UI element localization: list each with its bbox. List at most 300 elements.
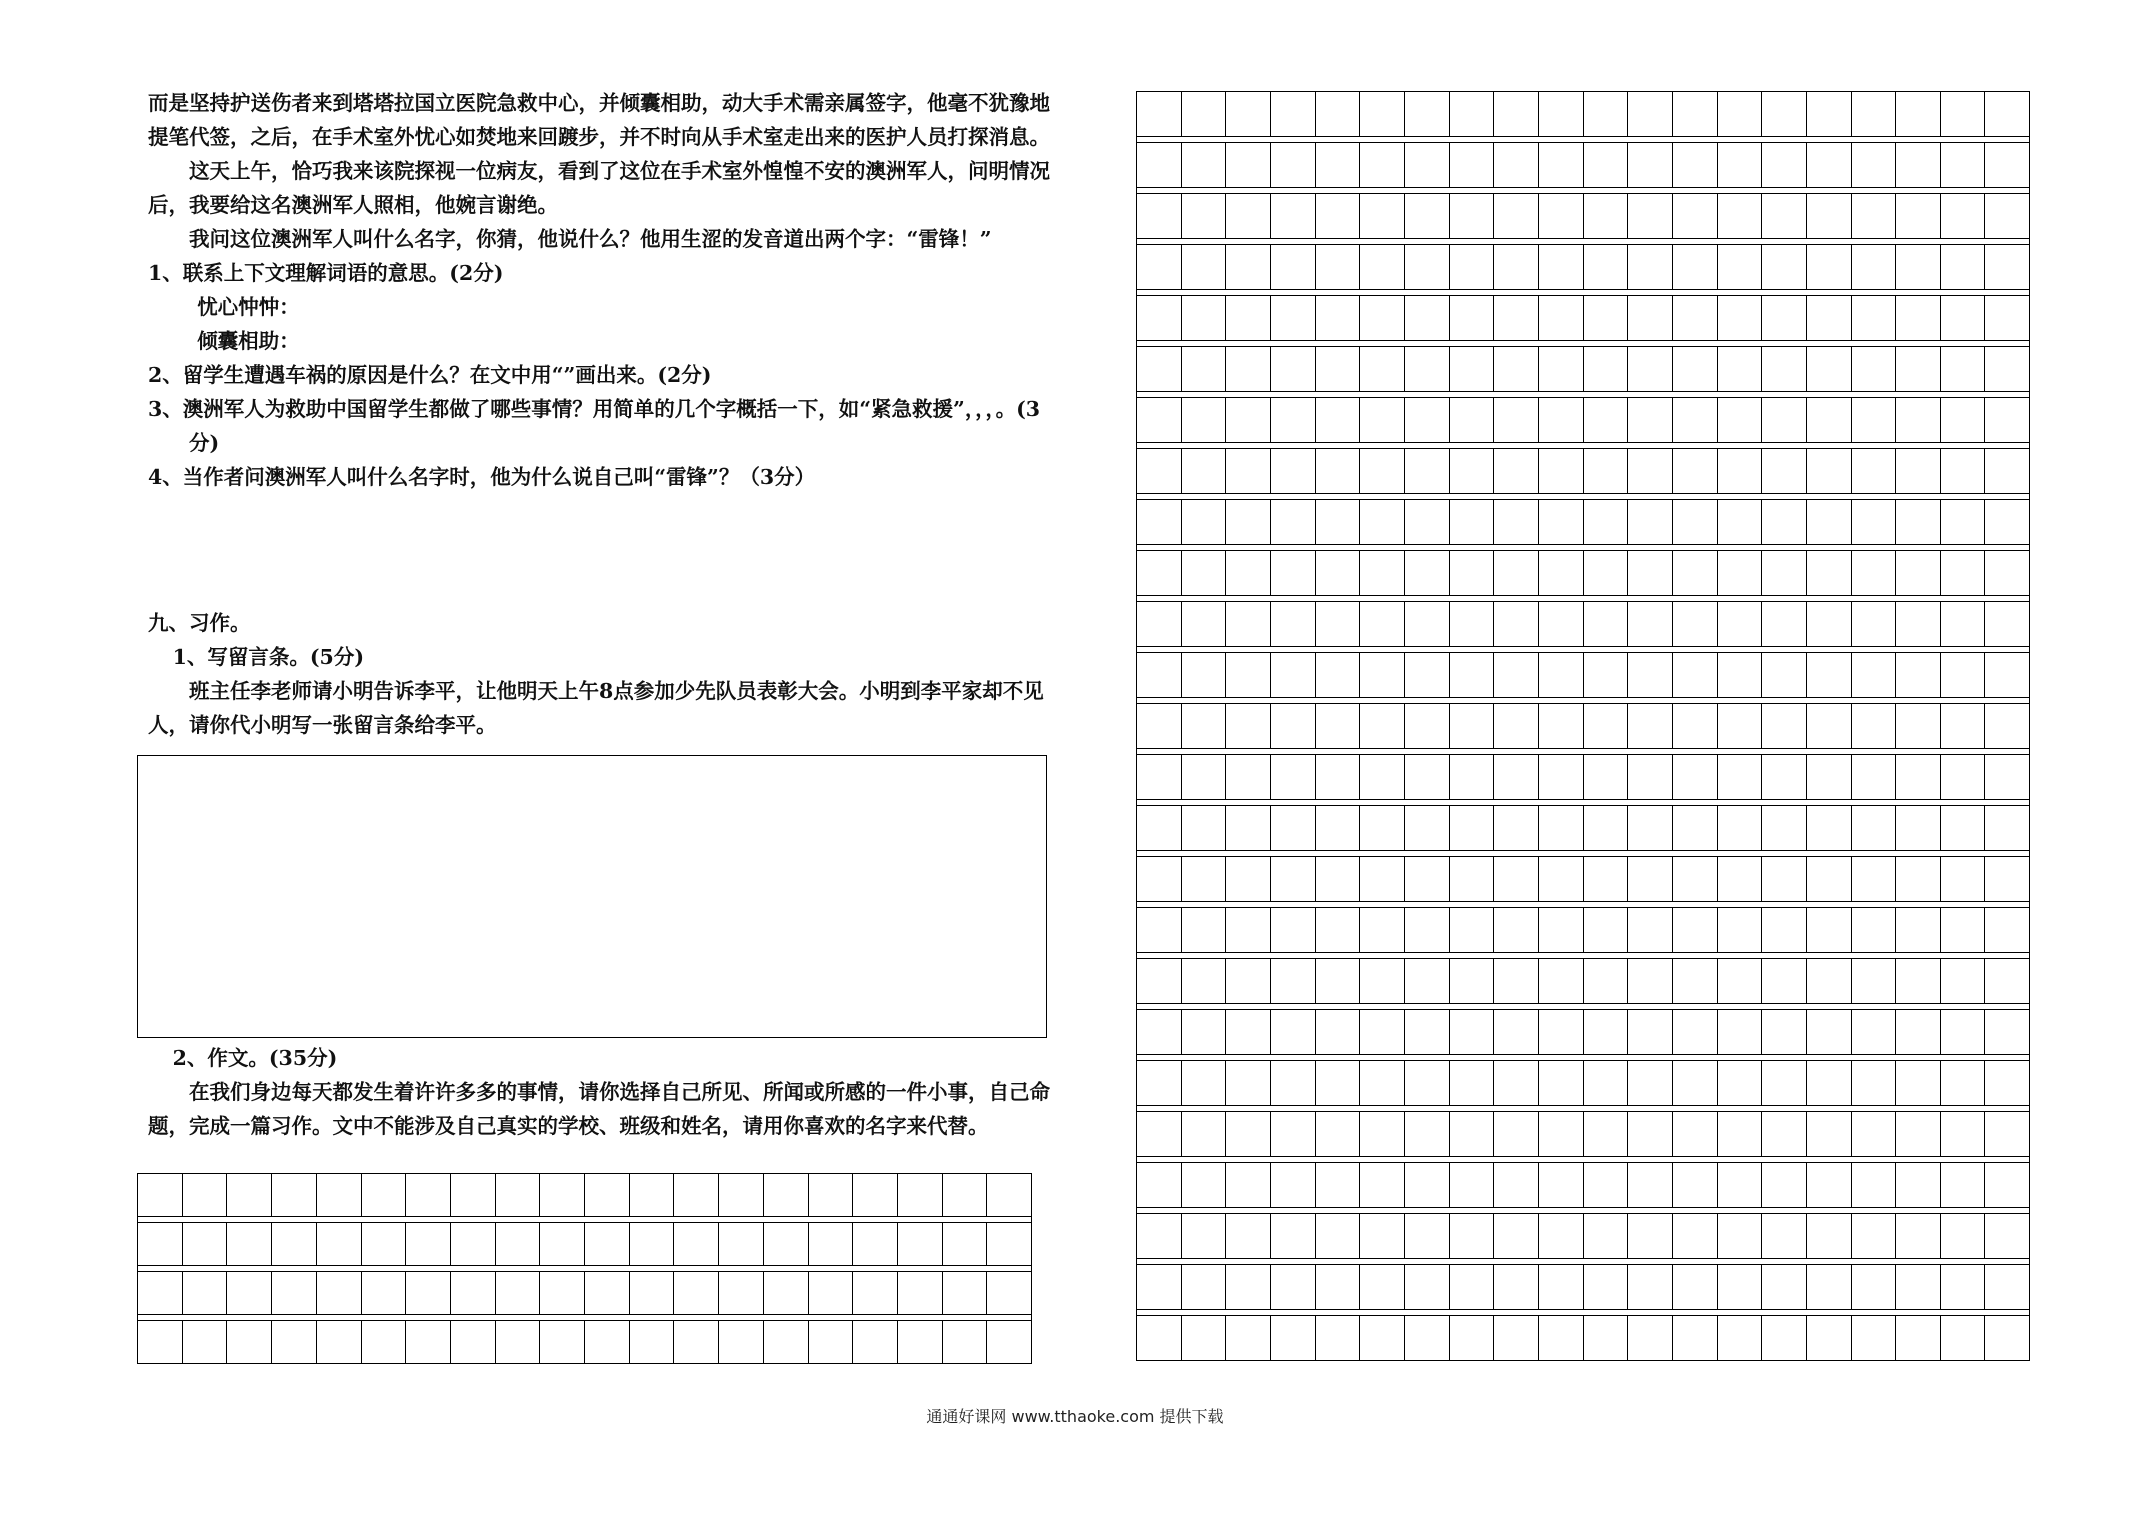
grid-cell[interactable] (1271, 1265, 1316, 1309)
grid-cell[interactable] (1628, 1265, 1673, 1309)
grid-cell[interactable] (183, 1174, 228, 1216)
grid-cell[interactable] (1896, 194, 1941, 238)
grid-row[interactable] (1137, 193, 2029, 239)
grid-cell[interactable] (853, 1272, 898, 1314)
grid-cell[interactable] (1494, 755, 1539, 799)
grid-cell[interactable] (1673, 449, 1718, 493)
grid-cell[interactable] (1137, 1010, 1182, 1054)
grid-cell[interactable] (1182, 296, 1227, 340)
grid-cell[interactable] (1494, 1214, 1539, 1258)
grid-cell[interactable] (1316, 653, 1361, 697)
grid-cell[interactable] (1718, 806, 1763, 850)
grid-cell[interactable] (987, 1272, 1031, 1314)
grid-cell[interactable] (1182, 857, 1227, 901)
grid-cell[interactable] (1807, 1061, 1852, 1105)
grid-cell[interactable] (1584, 449, 1629, 493)
grid-cell[interactable] (1762, 296, 1807, 340)
grid-cell[interactable] (1316, 398, 1361, 442)
grid-cell[interactable] (496, 1174, 541, 1216)
grid-cell[interactable] (1360, 857, 1405, 901)
grid-cell[interactable] (674, 1321, 719, 1363)
grid-cell[interactable] (1360, 908, 1405, 952)
grid-cell[interactable] (1584, 347, 1629, 391)
grid-cell[interactable] (1941, 296, 1986, 340)
grid-cell[interactable] (272, 1174, 317, 1216)
grid-cell[interactable] (1137, 1265, 1182, 1309)
grid-cell[interactable] (1628, 143, 1673, 187)
grid-cell[interactable] (1182, 755, 1227, 799)
grid-cell[interactable] (1539, 1112, 1584, 1156)
grid-row[interactable] (1137, 652, 2029, 698)
grid-cell[interactable] (1405, 806, 1450, 850)
grid-cell[interactable] (1584, 296, 1629, 340)
grid-cell[interactable] (1852, 1163, 1897, 1207)
grid-cell[interactable] (1628, 245, 1673, 289)
grid-cell[interactable] (1628, 1010, 1673, 1054)
grid-cell[interactable] (1762, 1010, 1807, 1054)
grid-cell[interactable] (1539, 602, 1584, 646)
grid-cell[interactable] (1226, 500, 1271, 544)
grid-cell[interactable] (1852, 449, 1897, 493)
grid-cell[interactable] (1539, 449, 1584, 493)
grid-cell[interactable] (1405, 500, 1450, 544)
grid-cell[interactable] (1718, 1316, 1763, 1360)
grid-cell[interactable] (1494, 602, 1539, 646)
grid-cell[interactable] (1718, 398, 1763, 442)
grid-cell[interactable] (1539, 653, 1584, 697)
grid-cell[interactable] (1316, 704, 1361, 748)
grid-cell[interactable] (1985, 296, 2029, 340)
grid-cell[interactable] (1226, 1061, 1271, 1105)
grid-cell[interactable] (1896, 959, 1941, 1003)
grid-cell[interactable] (1271, 500, 1316, 544)
grid-cell[interactable] (1718, 449, 1763, 493)
grid-cell[interactable] (1405, 398, 1450, 442)
grid-cell[interactable] (227, 1223, 272, 1265)
grid-cell[interactable] (1182, 1163, 1227, 1207)
grid-cell[interactable] (1896, 1316, 1941, 1360)
grid-cell[interactable] (1137, 704, 1182, 748)
grid-cell[interactable] (1271, 92, 1316, 136)
grid-cell[interactable] (1450, 602, 1495, 646)
grid-row[interactable] (1137, 1111, 2029, 1157)
grid-cell[interactable] (1718, 245, 1763, 289)
grid-cell[interactable] (1450, 1265, 1495, 1309)
grid-cell[interactable] (1896, 857, 1941, 901)
grid-cell[interactable] (1316, 245, 1361, 289)
grid-cell[interactable] (1494, 245, 1539, 289)
grid-cell[interactable] (1226, 1163, 1271, 1207)
grid-cell[interactable] (1182, 1316, 1227, 1360)
grid-cell[interactable] (1539, 1010, 1584, 1054)
grid-cell[interactable] (1450, 551, 1495, 595)
grid-cell[interactable] (1494, 143, 1539, 187)
grid-cell[interactable] (1673, 296, 1718, 340)
grid-cell[interactable] (1360, 1214, 1405, 1258)
grid-cell[interactable] (1762, 908, 1807, 952)
grid-cell[interactable] (1896, 704, 1941, 748)
grid-cell[interactable] (1316, 1010, 1361, 1054)
grid-cell[interactable] (1852, 806, 1897, 850)
grid-cell[interactable] (1852, 194, 1897, 238)
grid-cell[interactable] (1852, 398, 1897, 442)
grid-cell[interactable] (1807, 398, 1852, 442)
grid-cell[interactable] (138, 1321, 183, 1363)
grid-cell[interactable] (585, 1174, 630, 1216)
grid-cell[interactable] (1137, 1112, 1182, 1156)
grid-cell[interactable] (1628, 653, 1673, 697)
grid-cell[interactable] (1718, 92, 1763, 136)
grid-cell[interactable] (1539, 704, 1584, 748)
grid-cell[interactable] (1718, 143, 1763, 187)
grid-cell[interactable] (406, 1272, 451, 1314)
grid-cell[interactable] (1807, 500, 1852, 544)
grid-cell[interactable] (585, 1223, 630, 1265)
grid-cell[interactable] (1182, 602, 1227, 646)
grid-cell[interactable] (1450, 1214, 1495, 1258)
grid-cell[interactable] (1718, 347, 1763, 391)
grid-cell[interactable] (1182, 500, 1227, 544)
grid-cell[interactable] (1896, 806, 1941, 850)
grid-cell[interactable] (540, 1223, 585, 1265)
grid-row[interactable] (1137, 1315, 2029, 1361)
grid-cell[interactable] (1539, 245, 1584, 289)
grid-cell[interactable] (1271, 296, 1316, 340)
grid-cell[interactable] (630, 1223, 675, 1265)
grid-cell[interactable] (1316, 500, 1361, 544)
grid-cell[interactable] (1405, 908, 1450, 952)
grid-cell[interactable] (1450, 857, 1495, 901)
grid-cell[interactable] (1807, 1265, 1852, 1309)
grid-cell[interactable] (1316, 959, 1361, 1003)
grid-cell[interactable] (1182, 245, 1227, 289)
grid-cell[interactable] (1226, 704, 1271, 748)
grid-cell[interactable] (1226, 347, 1271, 391)
grid-cell[interactable] (227, 1174, 272, 1216)
grid-cell[interactable] (451, 1174, 496, 1216)
grid-cell[interactable] (1628, 551, 1673, 595)
grid-cell[interactable] (1360, 296, 1405, 340)
grid-cell[interactable] (1718, 1010, 1763, 1054)
grid-cell[interactable] (1896, 1214, 1941, 1258)
grid-row[interactable] (1137, 397, 2029, 443)
grid-cell[interactable] (764, 1321, 809, 1363)
grid-cell[interactable] (987, 1223, 1031, 1265)
grid-cell[interactable] (1628, 449, 1673, 493)
grid-cell[interactable] (1539, 500, 1584, 544)
grid-cell[interactable] (1450, 755, 1495, 799)
grid-cell[interactable] (1360, 1061, 1405, 1105)
grid-cell[interactable] (1450, 398, 1495, 442)
grid-cell[interactable] (1852, 704, 1897, 748)
grid-cell[interactable] (1762, 704, 1807, 748)
grid-cell[interactable] (1762, 194, 1807, 238)
grid-row[interactable] (1137, 1264, 2029, 1310)
answer-space-q4[interactable] (148, 494, 1063, 572)
grid-cell[interactable] (1316, 296, 1361, 340)
grid-cell[interactable] (1985, 1163, 2029, 1207)
grid-cell[interactable] (1405, 1112, 1450, 1156)
grid-cell[interactable] (1584, 1316, 1629, 1360)
grid-row[interactable] (1137, 550, 2029, 596)
grid-cell[interactable] (317, 1174, 362, 1216)
grid-cell[interactable] (1807, 1010, 1852, 1054)
grid-cell[interactable] (1584, 704, 1629, 748)
grid-cell[interactable] (1762, 1316, 1807, 1360)
grid-cell[interactable] (227, 1321, 272, 1363)
grid-cell[interactable] (1941, 500, 1986, 544)
grid-cell[interactable] (1941, 245, 1986, 289)
grid-cell[interactable] (1584, 653, 1629, 697)
grid-cell[interactable] (1852, 1061, 1897, 1105)
grid-cell[interactable] (1807, 551, 1852, 595)
grid-cell[interactable] (1762, 959, 1807, 1003)
grid-cell[interactable] (585, 1272, 630, 1314)
grid-cell[interactable] (1360, 1316, 1405, 1360)
grid-cell[interactable] (1405, 704, 1450, 748)
grid-cell[interactable] (1405, 959, 1450, 1003)
grid-cell[interactable] (1807, 806, 1852, 850)
grid-cell[interactable] (1494, 1061, 1539, 1105)
grid-cell[interactable] (1182, 1061, 1227, 1105)
grid-cell[interactable] (943, 1321, 988, 1363)
grid-cell[interactable] (406, 1321, 451, 1363)
grid-cell[interactable] (1718, 551, 1763, 595)
grid-cell[interactable] (1494, 1163, 1539, 1207)
grid-cell[interactable] (1494, 1112, 1539, 1156)
grid-cell[interactable] (1985, 92, 2029, 136)
grid-cell[interactable] (1226, 959, 1271, 1003)
grid-cell[interactable] (1807, 755, 1852, 799)
grid-cell[interactable] (1316, 1163, 1361, 1207)
grid-cell[interactable] (1673, 194, 1718, 238)
grid-cell[interactable] (1852, 551, 1897, 595)
grid-cell[interactable] (1405, 194, 1450, 238)
grid-cell[interactable] (1316, 755, 1361, 799)
grid-cell[interactable] (1762, 1214, 1807, 1258)
grid-row[interactable] (1137, 1009, 2029, 1055)
grid-cell[interactable] (1673, 908, 1718, 952)
grid-cell[interactable] (1673, 1163, 1718, 1207)
grid-cell[interactable] (1985, 1214, 2029, 1258)
grid-cell[interactable] (1360, 1010, 1405, 1054)
grid-cell[interactable] (1673, 959, 1718, 1003)
grid-row[interactable] (1137, 703, 2029, 749)
grid-cell[interactable] (1271, 806, 1316, 850)
grid-cell[interactable] (1405, 449, 1450, 493)
grid-cell[interactable] (1673, 1112, 1718, 1156)
grid-cell[interactable] (1896, 908, 1941, 952)
grid-cell[interactable] (1539, 857, 1584, 901)
grid-row[interactable] (1137, 499, 2029, 545)
grid-cell[interactable] (1985, 194, 2029, 238)
grid-cell[interactable] (451, 1321, 496, 1363)
grid-cell[interactable] (1718, 704, 1763, 748)
grid-cell[interactable] (719, 1223, 764, 1265)
grid-cell[interactable] (1450, 449, 1495, 493)
grid-cell[interactable] (1941, 143, 1986, 187)
grid-cell[interactable] (1673, 704, 1718, 748)
grid-cell[interactable] (1271, 398, 1316, 442)
grid-cell[interactable] (1985, 1010, 2029, 1054)
grid-cell[interactable] (1405, 1061, 1450, 1105)
grid-row[interactable] (1137, 805, 2029, 851)
grid-cell[interactable] (1628, 398, 1673, 442)
grid-cell[interactable] (1584, 1010, 1629, 1054)
grid-cell[interactable] (1896, 449, 1941, 493)
grid-cell[interactable] (1852, 245, 1897, 289)
grid-cell[interactable] (451, 1272, 496, 1314)
grid-cell[interactable] (1182, 1112, 1227, 1156)
grid-cell[interactable] (1405, 653, 1450, 697)
grid-cell[interactable] (1271, 347, 1316, 391)
grid-row[interactable] (1137, 754, 2029, 800)
grid-cell[interactable] (809, 1272, 854, 1314)
grid-cell[interactable] (1807, 857, 1852, 901)
grid-cell[interactable] (1807, 245, 1852, 289)
grid-cell[interactable] (1985, 959, 2029, 1003)
grid-cell[interactable] (1852, 959, 1897, 1003)
grid-cell[interactable] (1405, 857, 1450, 901)
grid-cell[interactable] (1628, 296, 1673, 340)
grid-cell[interactable] (1226, 908, 1271, 952)
grid-cell[interactable] (809, 1223, 854, 1265)
grid-cell[interactable] (451, 1223, 496, 1265)
grid-cell[interactable] (1628, 500, 1673, 544)
grid-cell[interactable] (1762, 755, 1807, 799)
grid-cell[interactable] (1896, 1112, 1941, 1156)
grid-cell[interactable] (1628, 1163, 1673, 1207)
grid-cell[interactable] (1494, 704, 1539, 748)
composition-grid-left[interactable] (137, 1173, 1032, 1364)
grid-cell[interactable] (1137, 449, 1182, 493)
grid-row[interactable] (1137, 1060, 2029, 1106)
grid-cell[interactable] (1316, 806, 1361, 850)
grid-cell[interactable] (719, 1321, 764, 1363)
grid-cell[interactable] (496, 1223, 541, 1265)
grid-cell[interactable] (1226, 1010, 1271, 1054)
grid-cell[interactable] (1360, 92, 1405, 136)
grid-cell[interactable] (1941, 653, 1986, 697)
grid-cell[interactable] (1360, 1112, 1405, 1156)
grid-cell[interactable] (1271, 1214, 1316, 1258)
grid-cell[interactable] (1360, 602, 1405, 646)
grid-cell[interactable] (1628, 347, 1673, 391)
grid-cell[interactable] (1762, 653, 1807, 697)
grid-cell[interactable] (1360, 551, 1405, 595)
grid-cell[interactable] (1182, 1265, 1227, 1309)
grid-cell[interactable] (1896, 1163, 1941, 1207)
grid-cell[interactable] (227, 1272, 272, 1314)
grid-cell[interactable] (1316, 602, 1361, 646)
grid-cell[interactable] (1718, 1061, 1763, 1105)
grid-cell[interactable] (1584, 1265, 1629, 1309)
grid-cell[interactable] (1628, 806, 1673, 850)
grid-cell[interactable] (1450, 296, 1495, 340)
grid-cell[interactable] (1271, 602, 1316, 646)
grid-cell[interactable] (1226, 653, 1271, 697)
grid-row[interactable] (1137, 91, 2029, 137)
grid-cell[interactable] (1450, 500, 1495, 544)
grid-cell[interactable] (764, 1272, 809, 1314)
grid-cell[interactable] (496, 1321, 541, 1363)
grid-cell[interactable] (1718, 857, 1763, 901)
grid-cell[interactable] (1539, 296, 1584, 340)
grid-cell[interactable] (1896, 755, 1941, 799)
grid-cell[interactable] (1226, 1316, 1271, 1360)
grid-cell[interactable] (1584, 245, 1629, 289)
grid-cell[interactable] (1584, 908, 1629, 952)
grid-cell[interactable] (1271, 1010, 1316, 1054)
grid-cell[interactable] (1762, 1061, 1807, 1105)
grid-cell[interactable] (1584, 500, 1629, 544)
grid-cell[interactable] (1137, 245, 1182, 289)
grid-cell[interactable] (1182, 92, 1227, 136)
grid-cell[interactable] (719, 1272, 764, 1314)
grid-cell[interactable] (1673, 143, 1718, 187)
grid-cell[interactable] (1494, 398, 1539, 442)
grid-cell[interactable] (1494, 1265, 1539, 1309)
grid-cell[interactable] (1852, 1316, 1897, 1360)
grid-row[interactable] (1137, 346, 2029, 392)
grid-cell[interactable] (1628, 1061, 1673, 1105)
grid-row[interactable] (138, 1173, 1031, 1217)
grid-cell[interactable] (1584, 806, 1629, 850)
grid-cell[interactable] (1316, 551, 1361, 595)
grid-cell[interactable] (1539, 143, 1584, 187)
grid-cell[interactable] (1226, 602, 1271, 646)
grid-cell[interactable] (1182, 1214, 1227, 1258)
grid-row[interactable] (138, 1222, 1031, 1266)
grid-cell[interactable] (1628, 704, 1673, 748)
grid-cell[interactable] (1852, 347, 1897, 391)
grid-cell[interactable] (1182, 704, 1227, 748)
grid-cell[interactable] (1539, 1316, 1584, 1360)
grid-cell[interactable] (1182, 194, 1227, 238)
grid-cell[interactable] (1852, 653, 1897, 697)
grid-cell[interactable] (1762, 806, 1807, 850)
grid-cell[interactable] (853, 1223, 898, 1265)
grid-cell[interactable] (1985, 1316, 2029, 1360)
grid-cell[interactable] (1405, 1214, 1450, 1258)
grid-cell[interactable] (1360, 653, 1405, 697)
grid-cell[interactable] (1673, 347, 1718, 391)
grid-cell[interactable] (1494, 92, 1539, 136)
grid-cell[interactable] (1807, 347, 1852, 391)
grid-cell[interactable] (1450, 1112, 1495, 1156)
grid-cell[interactable] (1762, 449, 1807, 493)
grid-row[interactable] (1137, 448, 2029, 494)
grid-cell[interactable] (898, 1223, 943, 1265)
grid-cell[interactable] (1896, 602, 1941, 646)
grid-cell[interactable] (1718, 908, 1763, 952)
grid-cell[interactable] (1762, 551, 1807, 595)
grid-cell[interactable] (1539, 806, 1584, 850)
grid-cell[interactable] (1985, 908, 2029, 952)
grid-cell[interactable] (898, 1272, 943, 1314)
grid-cell[interactable] (1226, 449, 1271, 493)
grid-cell[interactable] (1137, 806, 1182, 850)
grid-cell[interactable] (1494, 449, 1539, 493)
grid-cell[interactable] (1137, 398, 1182, 442)
grid-cell[interactable] (1718, 296, 1763, 340)
grid-cell[interactable] (1226, 194, 1271, 238)
grid-cell[interactable] (1137, 194, 1182, 238)
grid-cell[interactable] (1405, 92, 1450, 136)
grid-cell[interactable] (1985, 347, 2029, 391)
grid-cell[interactable] (1896, 143, 1941, 187)
grid-cell[interactable] (1494, 500, 1539, 544)
